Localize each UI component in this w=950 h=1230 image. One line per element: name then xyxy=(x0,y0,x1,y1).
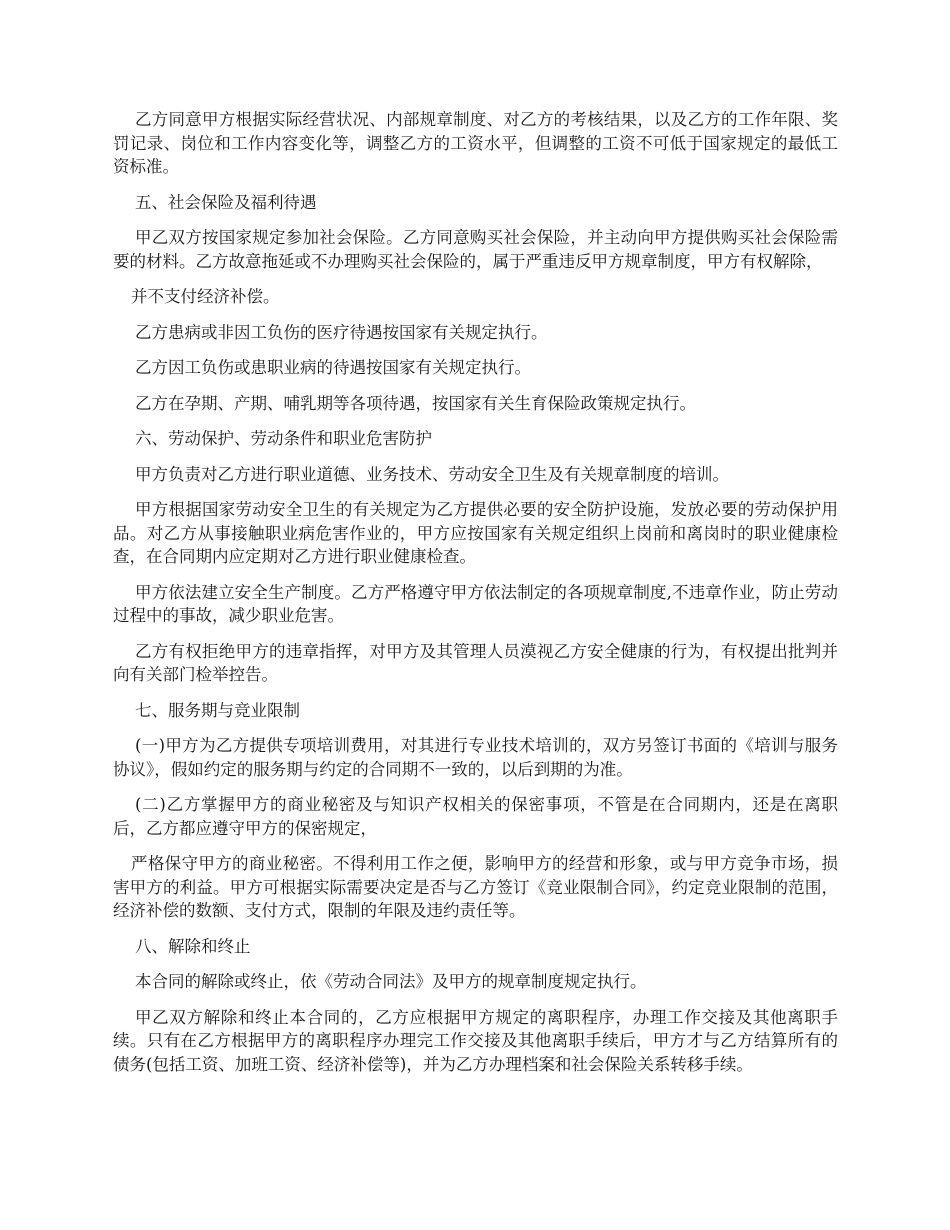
paragraph-wage-adjustment: 乙方同意甲方根据实际经营状况、内部规章制度、对乙方的考核结果，以及乙方的工作年限、奖罚记录、岗位和工作内容变化等，调整乙方的工资水平，但调整的工资不可低于国家规定的最低工资标准。 xyxy=(113,110,838,176)
paragraph-maternity: 乙方在孕期、产期、哺乳期等各项待遇，按国家有关生育保险政策规定执行。 xyxy=(135,393,696,413)
paragraph-resignation-procedure: 甲乙双方解除和终止本合同的，乙方应根据甲方规定的离职程序，办理工作交接及其他离职手续。只有在乙方根据甲方的离职程序办理完工作交接及其他离职手续后，甲方才与乙方结算所有的债务(包括工资、加班工资、经济补偿等)，并为乙方办理档案和社会保险关系转移手续。 xyxy=(113,1007,838,1074)
paragraph-work-injury: 乙方因工负伤或患职业病的待遇按国家有关规定执行。 xyxy=(135,358,531,377)
paragraph-training: 甲方负责对乙方进行职业道德、业务技术、劳动安全卫生及有关规章制度的培训。 xyxy=(135,464,729,484)
document-page xyxy=(113,108,838,1088)
paragraph-medical-treatment: 乙方患病或非因工负伤的医疗待遇按国家有关规定执行。 xyxy=(135,322,548,342)
paragraph-safety-facilities: 甲方根据国家劳动安全卫生的有关规定为乙方提供必要的安全防护设施，发放必要的劳动保护用品。对乙方从事接触职业病危害作业的，甲方应按国家有关规定组织上岗前和离岗时的职业健康检查，在合同期内应定期对乙方进行职业健康检查。 xyxy=(113,500,838,566)
section-heading-social-insurance: 五、社会保险及福利待遇 xyxy=(135,192,317,212)
section-heading-labor-protection: 六、劳动保护、劳动条件和职业危害防护 xyxy=(135,429,432,448)
paragraph-safety-system: 甲方依法建立安全生产制度。乙方严格遵守甲方依法制定的各项规章制度,不违章作业，防止劳动过程中的事故，减少职业危害。 xyxy=(113,582,838,625)
paragraph-refuse-violation: 乙方有权拒绝甲方的违章指挥，对甲方及其管理人员漠视乙方安全健康的行为，有权提出批判并向有关部门检举控告。 xyxy=(113,641,838,684)
paragraph-social-insurance: 甲乙双方按国家规定参加社会保险。乙方同意购买社会保险，并主动向甲方提供购买社会保险需要的材料。乙方故意拖延或不办理购买社会保险的，属于严重违反甲方规章制度，甲方有权解除， xyxy=(113,228,838,271)
section-heading-service-period: 七、服务期与竞业限制 xyxy=(135,700,300,720)
section-heading-termination: 八、解除和终止 xyxy=(135,936,251,956)
paragraph-non-compete: 严格保守甲方的商业秘密。不得利用工作之便，影响甲方的经营和形象，或与甲方竞争市场，损害甲方的利益。甲方可根据实际需要决定是否与乙方签订《竞业限制合同》，约定竞业限制的范围，经济补偿的数额、支付方式，限制的年限及违约责任等。 xyxy=(113,854,838,920)
paragraph-termination-rules: 本合同的解除或终止，依《劳动合同法》及甲方的规章制度规定执行。 xyxy=(135,972,647,991)
paragraph-training-agreement: (一)甲方为乙方提供专项培训费用，对其进行专业技术培训的，双方另签订书面的《培训与服务协议》，假如约定的服务期与约定的合同期不一致的，以后到期的为准。 xyxy=(113,736,838,779)
paragraph-no-compensation: 并不支付经济补偿。 xyxy=(131,287,280,306)
paragraph-confidentiality: (二)乙方掌握甲方的商业秘密及与知识产权相关的保密事项，不管是在合同期内，还是在离职后，乙方都应遵守甲方的保密规定， xyxy=(113,795,838,838)
